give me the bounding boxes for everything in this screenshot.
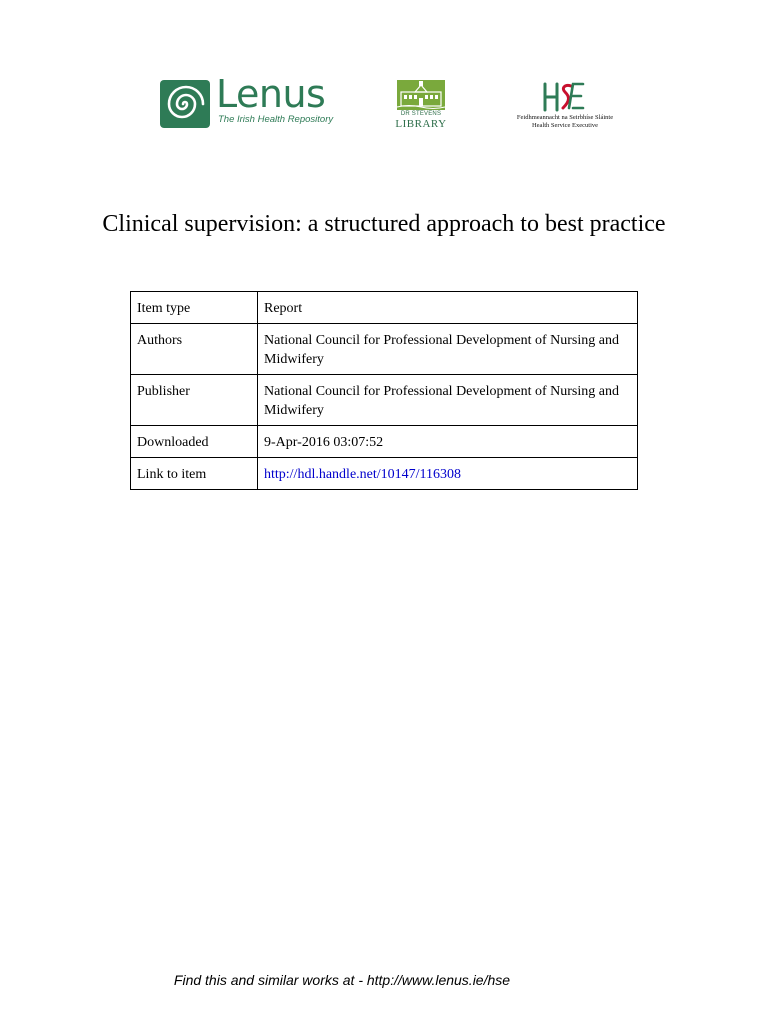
table-row — [131, 375, 638, 426]
authors-label: Authors — [131, 324, 258, 375]
link-to-item-cell — [258, 458, 638, 490]
table-row — [131, 292, 638, 324]
hse-mark-icon — [541, 80, 585, 114]
authors-value: National Council for Professional Development of Nursing and Midwifery — [258, 324, 638, 375]
document-title: Clinical supervision: a structured approach to best practice — [102, 211, 666, 237]
lenus-logo — [160, 72, 340, 130]
lenus-tagline: The Irish Health Repository — [218, 114, 334, 125]
lenus-wordmark: Lenus — [216, 72, 326, 116]
table-row — [131, 458, 638, 490]
item-type-value: Report — [258, 292, 638, 324]
lenus-spiral-icon — [160, 80, 210, 128]
hse-english-name: Health Service Executive — [531, 122, 599, 129]
dr-stevens-library-logo — [395, 80, 447, 132]
footer-note: Find this and similar works at - http://www.lenus.ie/hse — [173, 972, 511, 988]
hse-irish-name: Feidhmeannacht na Seirbhíse Sláinte — [516, 114, 614, 121]
downloaded-label: Downloaded — [131, 426, 258, 458]
publisher-value: National Council for Professional Development of Nursing and Midwifery — [258, 375, 638, 426]
table-row — [131, 426, 638, 458]
item-handle-link[interactable]: http://hdl.handle.net/10147/116308 — [264, 467, 462, 482]
item-type-label: Item type — [131, 292, 258, 324]
publisher-label: Publisher — [131, 375, 258, 426]
downloaded-value: 9-Apr-2016 03:07:52 — [258, 426, 638, 458]
library-building-icon — [397, 80, 445, 110]
stevens-line2: LIBRARY — [395, 118, 447, 130]
stevens-line1: DR STEVENS — [400, 111, 442, 117]
table-row — [131, 324, 638, 375]
link-to-item-label: Link to item — [131, 458, 258, 490]
metadata-table — [130, 291, 638, 490]
hse-logo — [515, 80, 615, 132]
